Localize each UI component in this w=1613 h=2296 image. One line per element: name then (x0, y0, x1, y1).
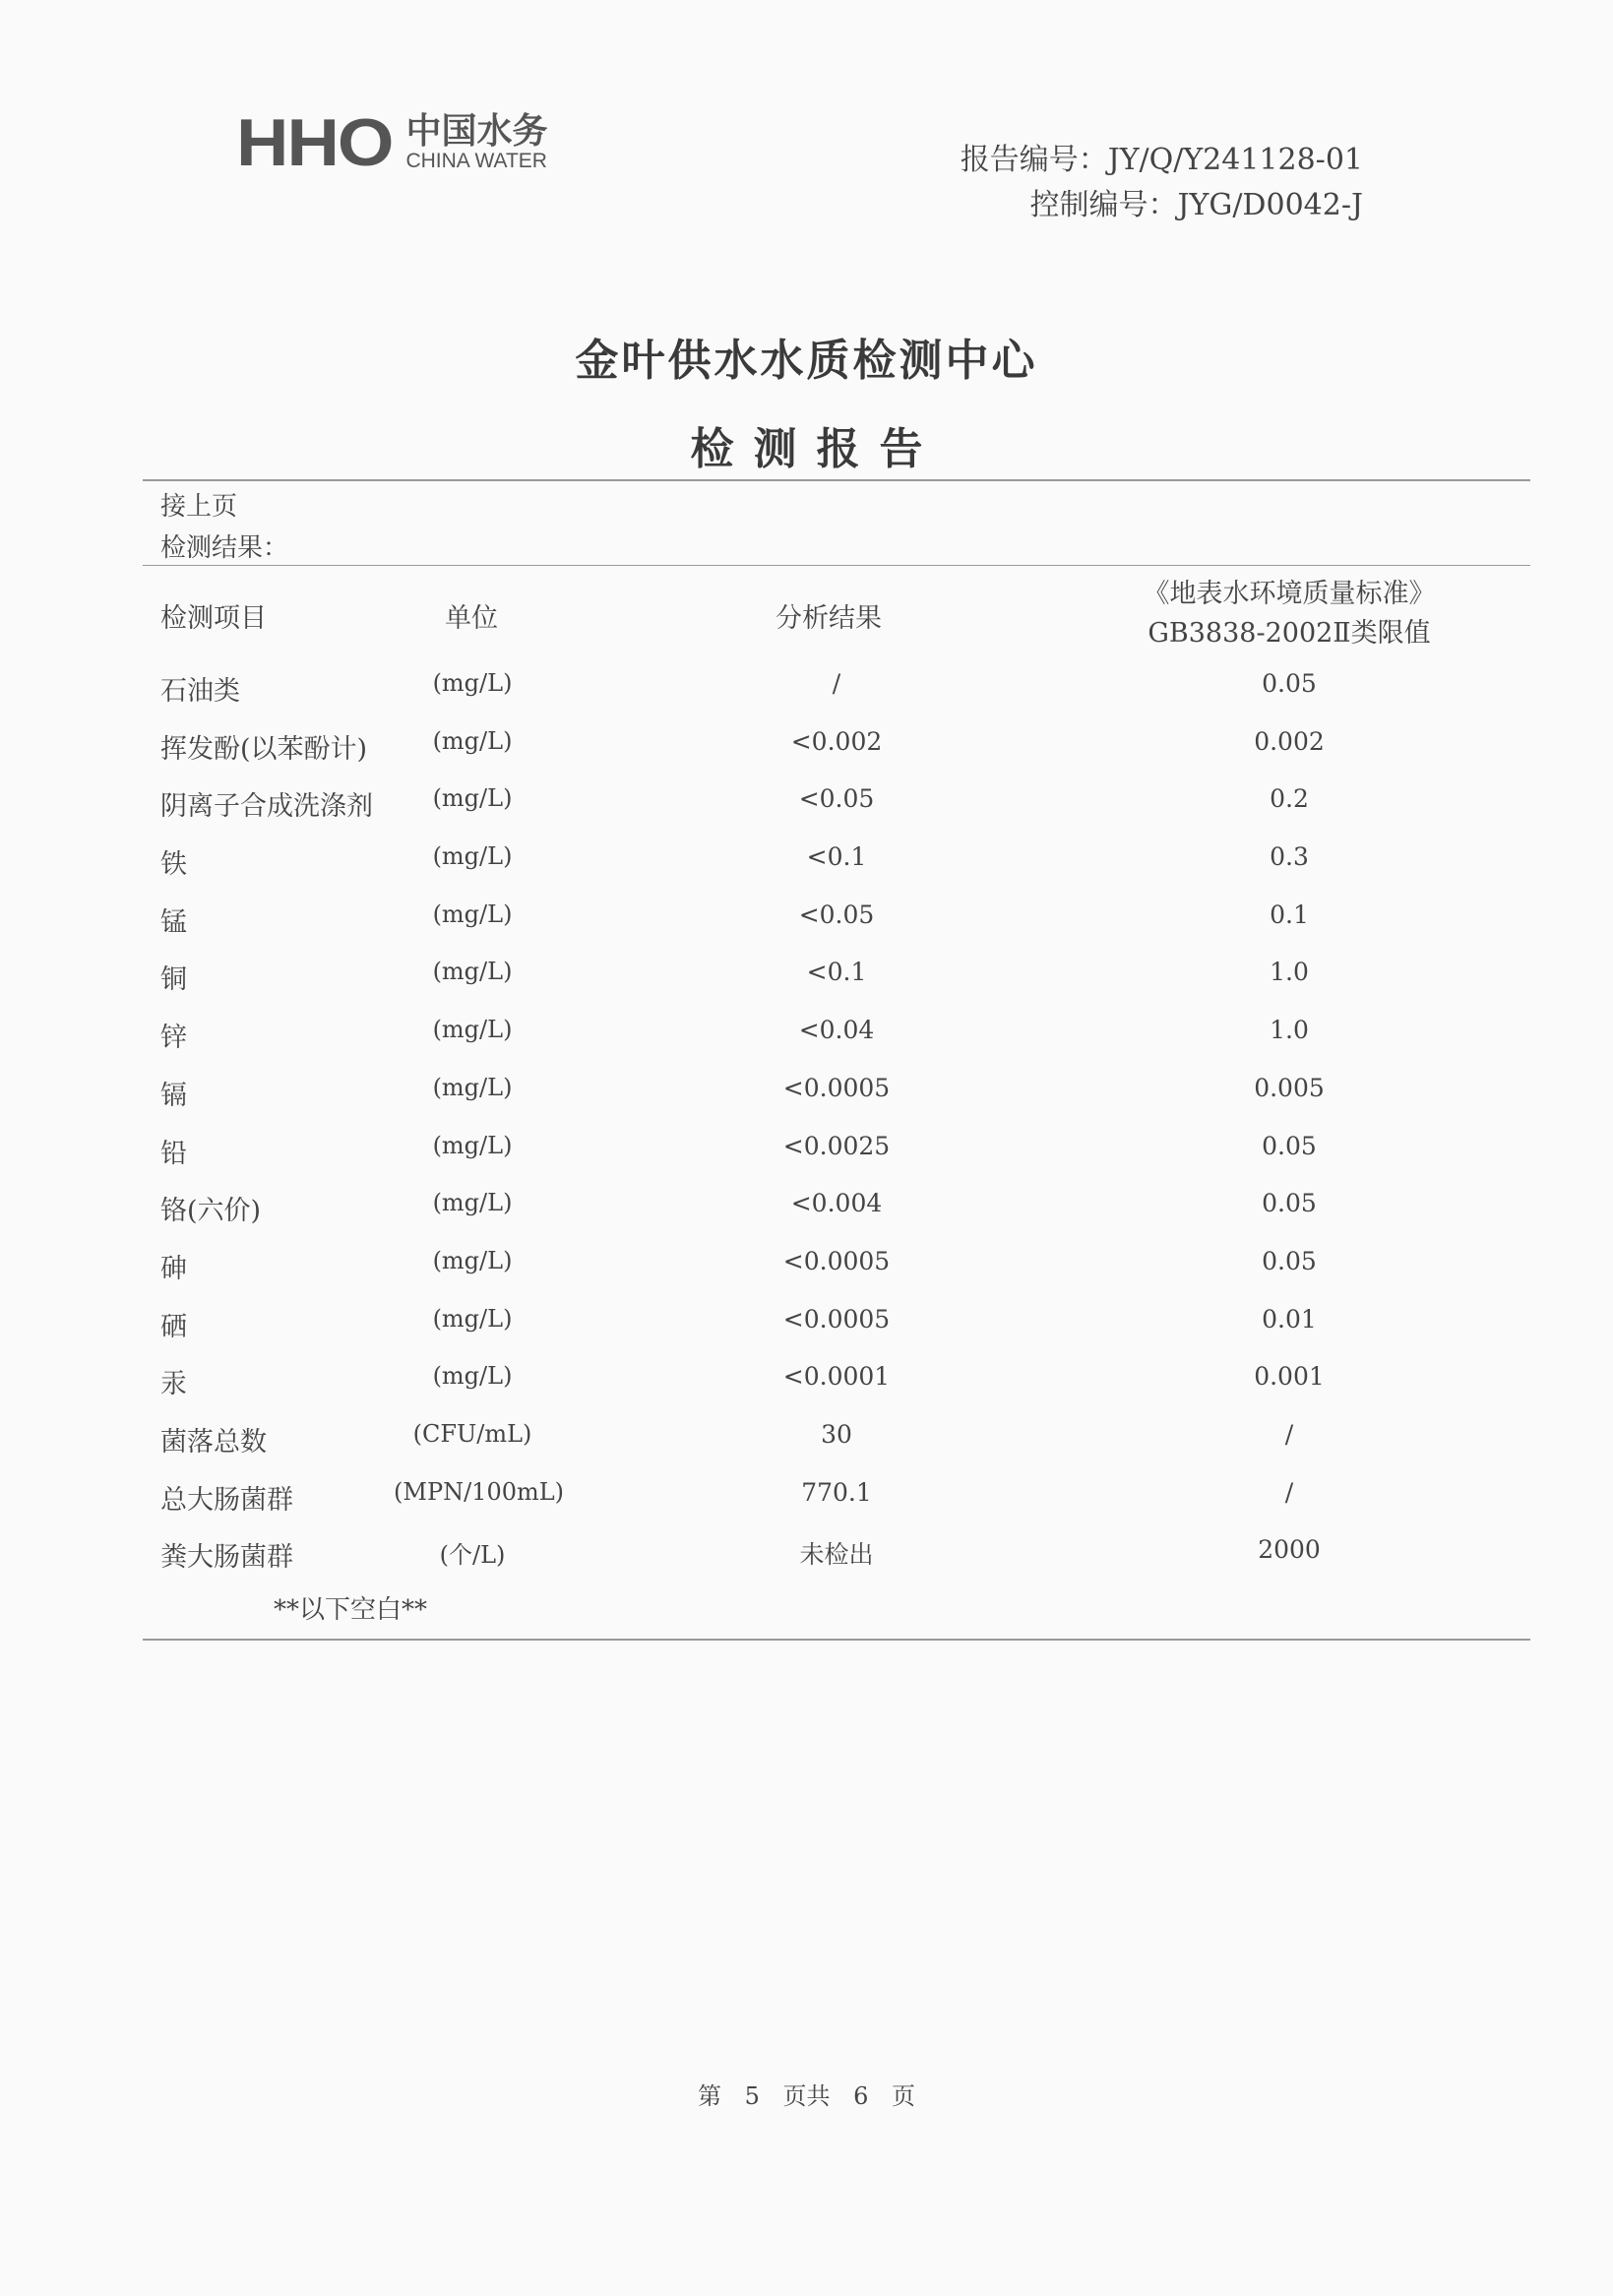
cell-limit: 0.05 (1262, 1131, 1317, 1160)
table-row (0, 1181, 1613, 1239)
table-row (0, 776, 1613, 835)
cell-item: 镉 (160, 1080, 187, 1111)
logo-mark: HHO (236, 104, 393, 180)
header-item: 检测项目 (160, 603, 267, 634)
cell-result: <0.0005 (782, 1246, 891, 1275)
control-number: 控制编号：JYG/D0042-J (1029, 188, 1363, 222)
table-row (0, 1239, 1613, 1297)
cell-item: 铁 (160, 849, 187, 881)
cell-unit: (mg/L) (432, 1131, 513, 1159)
divider-top (143, 479, 1530, 481)
table-row (0, 1527, 1613, 1585)
cell-limit: 0.01 (1262, 1304, 1317, 1334)
cell-result: <0.04 (798, 1016, 875, 1045)
header-standard-line1: 《地表水环境质量标准》 (1143, 579, 1436, 609)
table-row (0, 1124, 1613, 1182)
table-header (0, 575, 1613, 653)
page-footer: 第 5 页共 6 页 (697, 2082, 916, 2110)
logo-en-text: CHINA WATER (405, 150, 547, 173)
table-row (0, 950, 1613, 1008)
cell-result: <0.0005 (782, 1073, 891, 1102)
cell-unit: (mg/L) (432, 726, 513, 755)
cell-result: <0.1 (806, 958, 867, 987)
cell-item: 铅 (160, 1138, 187, 1169)
cell-unit: (mg/L) (432, 1362, 513, 1391)
cell-unit: (mg/L) (432, 669, 513, 697)
cell-limit: 2000 (1258, 1535, 1321, 1565)
cell-unit: (mg/L) (432, 958, 513, 986)
cell-item: 石油类 (160, 676, 240, 707)
cell-unit: (mg/L) (432, 784, 513, 813)
cell-item: 阴离子合成洗涤剂 (160, 791, 373, 823)
header-standard-line2: GB3838-2002Ⅱ类限值 (1148, 618, 1431, 649)
cell-limit: 0.001 (1254, 1362, 1325, 1392)
cell-result: 未检出 (799, 1540, 874, 1570)
cell-limit: 0.2 (1270, 784, 1309, 814)
cell-result: <0.002 (790, 726, 883, 756)
table-row (0, 661, 1613, 719)
cell-item: 铜 (160, 964, 187, 996)
cell-item: 硒 (160, 1311, 187, 1342)
table-row (0, 719, 1613, 777)
cell-result: <0.1 (806, 842, 867, 872)
cell-limit: 1.0 (1270, 958, 1309, 987)
cell-limit: / (1284, 1477, 1294, 1507)
cell-unit: (mg/L) (432, 1189, 513, 1217)
cell-item: 锌 (160, 1023, 187, 1054)
cell-result: <0.05 (798, 900, 875, 929)
cell-item: 菌落总数 (160, 1426, 267, 1458)
cell-limit: / (1284, 1419, 1294, 1449)
report-number: 报告编号：JY/Q/Y241128-01 (960, 143, 1363, 177)
china-water-logo (236, 106, 547, 179)
blank-note: **以下空白** (274, 1595, 428, 1625)
cell-result: 770.1 (801, 1477, 872, 1507)
intro-block (160, 486, 288, 569)
logo-cn-text: 中国水务 (405, 110, 548, 152)
cell-limit: 0.05 (1262, 669, 1317, 698)
document-title: 检测报告 (690, 424, 943, 474)
cell-limit: 0.05 (1262, 1246, 1317, 1275)
table-row (0, 1066, 1613, 1124)
table-row (0, 1008, 1613, 1066)
cell-result: 30 (821, 1419, 852, 1449)
table-row (0, 1412, 1613, 1470)
cell-limit: 0.05 (1262, 1189, 1317, 1218)
header-standard (1102, 575, 1476, 653)
cell-unit: (mg/L) (432, 1073, 513, 1101)
cell-limit: 1.0 (1270, 1016, 1309, 1045)
cell-result: <0.0005 (782, 1304, 891, 1334)
report-identifiers (961, 138, 1363, 228)
cell-unit: (mg/L) (432, 900, 513, 928)
cell-result: / (832, 669, 841, 698)
cell-item: 挥发酚(以苯酚计) (160, 733, 368, 765)
cell-result: <0.004 (790, 1189, 883, 1218)
divider-header (143, 565, 1530, 566)
cell-unit: (mg/L) (432, 1016, 513, 1044)
cell-item: 粪大肠菌群 (160, 1542, 293, 1574)
cell-unit: (mg/L) (432, 842, 513, 871)
cell-limit: 0.005 (1254, 1073, 1325, 1102)
cell-unit: (个/L) (439, 1541, 506, 1570)
header-result: 分析结果 (775, 603, 882, 634)
table-row (0, 1297, 1613, 1355)
table-row (0, 835, 1613, 893)
cell-result: <0.0001 (782, 1362, 891, 1392)
cell-item: 总大肠菌群 (160, 1484, 293, 1516)
cell-limit: 0.3 (1270, 842, 1309, 872)
table-row (0, 1470, 1613, 1528)
cell-item: 锰 (160, 906, 187, 938)
continued-label: 接上页 (160, 492, 238, 522)
cell-limit: 0.002 (1254, 726, 1325, 756)
cell-unit: (CFU/mL) (412, 1419, 532, 1448)
cell-result: <0.05 (798, 784, 875, 814)
cell-limit: 0.1 (1270, 900, 1309, 929)
cell-item: 汞 (160, 1369, 187, 1400)
header-unit: 单位 (445, 603, 498, 634)
cell-unit: (mg/L) (432, 1304, 513, 1333)
results-table (0, 661, 1613, 1585)
cell-result: <0.0025 (782, 1131, 891, 1160)
divider-bottom (143, 1639, 1530, 1641)
cell-item: 砷 (160, 1253, 187, 1284)
results-label: 检测结果： (160, 533, 289, 563)
cell-unit: (mg/L) (432, 1246, 513, 1274)
table-row (0, 893, 1613, 951)
organization-title: 金叶供水水质检测中心 (575, 336, 1038, 386)
cell-unit: (MPN/100mL) (394, 1477, 565, 1506)
table-row (0, 1354, 1613, 1412)
cell-item: 铬(六价) (160, 1196, 262, 1227)
